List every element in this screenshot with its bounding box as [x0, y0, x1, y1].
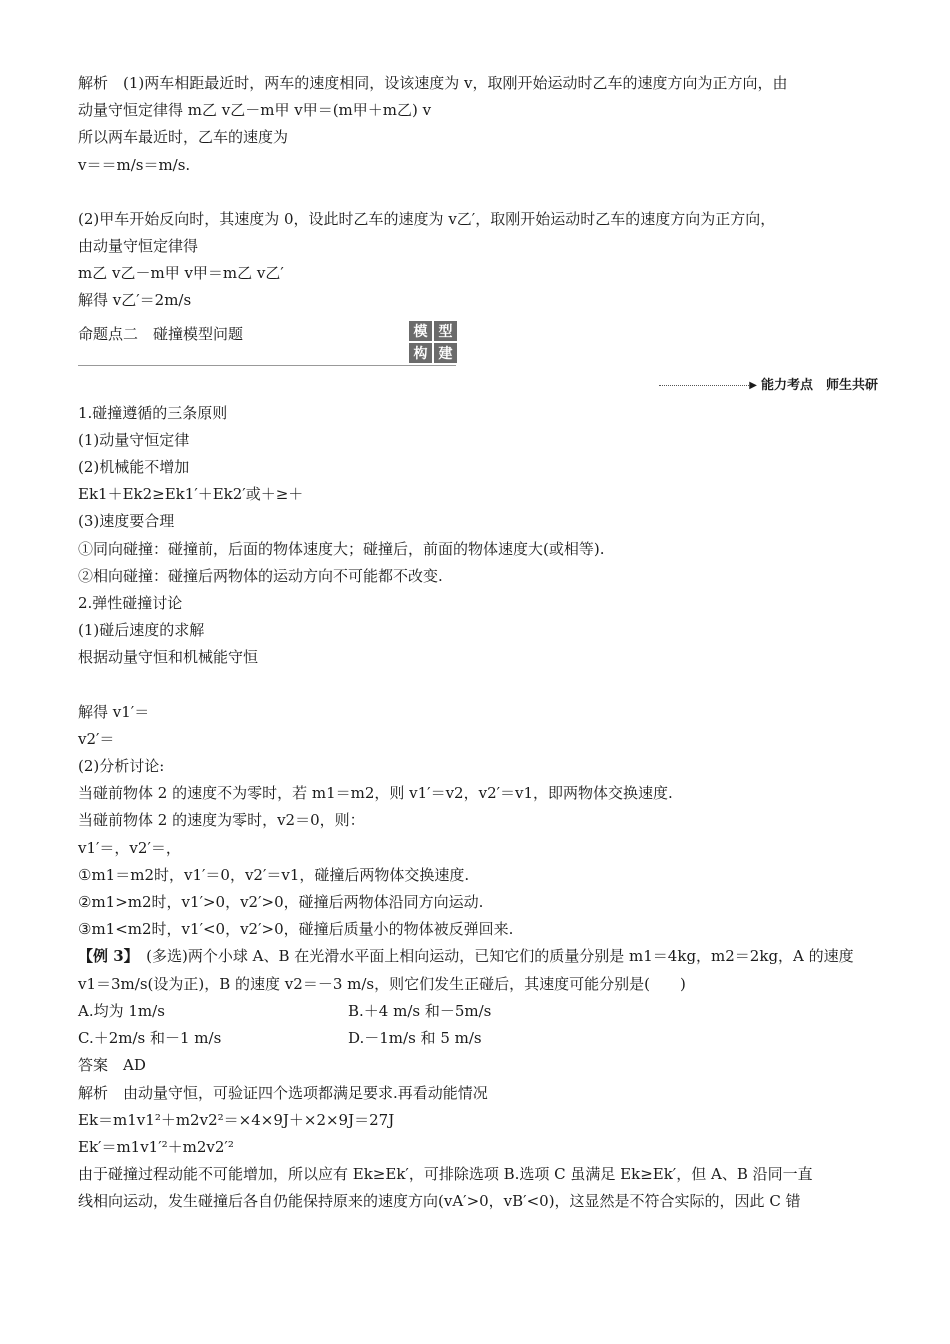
badge-char: 构	[409, 343, 432, 363]
question-text: (多选)两个小球 A、B 在光滑水平面上相向运动，已知它们的质量分别是 m1＝4kg，m2＝2kg，A 的速度	[131, 947, 854, 966]
text-line: (3)速度要合理	[78, 512, 175, 531]
text-line: ③m1<m2时，v1′<0，v2′>0，碰撞后质量小的物体被反弹回来.	[78, 920, 514, 939]
example-label: 【例 3】	[78, 947, 132, 966]
badge-char: 型	[434, 321, 457, 341]
text-line: ②相向碰撞：碰撞后两物体的运动方向不可能都不改变.	[78, 566, 443, 585]
text-line: 1.碰撞遵循的三条原则	[78, 403, 228, 422]
text-line: (2)分析讨论:	[78, 757, 165, 776]
example-3	[78, 943, 878, 1215]
text-line: ①m1＝m2时，v1′＝0，v2′＝v1，碰撞后两物体交换速度.	[78, 865, 470, 884]
options-row	[78, 1025, 878, 1052]
question-line: v1＝3m/s(设为正)，B 的速度 v2＝－3 m/s，则它们发生正碰后，其速度可能分别是( )	[78, 974, 686, 993]
option-c: C.＋2m/s 和－1 m/s	[78, 1029, 222, 1048]
text-line: ②m1>m2时，v1′>0，v2′>0，碰撞后两物体沿同方向运动.	[78, 893, 484, 912]
tagline-text: 能力考点 师生共研	[760, 377, 878, 393]
text-line: (1)碰后速度的求解	[78, 621, 205, 640]
text-line: 解析 (1)两车相距最近时，两车的速度相同，设该速度为 v，取刚开始运动时乙车的速度方向为正方向，由	[78, 74, 788, 92]
analysis-line: 由于碰撞过程动能不可能增加，所以应有 Ek≥Ek′，可排除选项 B.选项 C 虽满足 Ek≥Ek′，但 A、B 沿同一直	[78, 1165, 813, 1184]
section-tagline	[78, 374, 878, 400]
arrow-right-icon: ▶	[749, 379, 757, 391]
text-line: v＝＝m/s＝m/s.	[78, 155, 191, 174]
options-row	[78, 998, 878, 1025]
analysis-line: 线相向运动，发生碰撞后各自仍能保持原来的速度方向(vA′>0，vB′<0)，这显然是不符合实际的，因此 C 错	[78, 1192, 801, 1211]
document-page	[78, 70, 878, 1216]
text-line: 2.弹性碰撞讨论	[78, 594, 183, 613]
text-line: 所以两车最近时，乙车的速度为	[78, 128, 289, 147]
text-line: 根据动量守恒和机械能守恒	[78, 648, 259, 667]
option-d: D.－1m/s 和 5 m/s	[348, 1029, 482, 1048]
section-title: 命题点二 碰撞模型问题	[78, 324, 244, 343]
text-line: 解得 v乙′＝2m/s	[78, 291, 192, 310]
analysis-line: 解析 由动量守恒，可验证四个选项都满足要求.再看动能情况	[78, 1083, 488, 1102]
question-line	[78, 943, 878, 970]
text-line: v1′＝，v2′＝，	[78, 838, 181, 857]
text-line: (1)动量守恒定律	[78, 430, 190, 449]
text-line: 解得 v1′＝	[78, 702, 150, 721]
option-a: A.均为 1m/s	[78, 1001, 165, 1020]
text-line: 当碰前物体 2 的速度不为零时，若 m1＝m2，则 v1′＝v2，v2′＝v1，即两物体交换速度.	[78, 784, 673, 803]
text-line: m乙 v乙－m甲 v甲＝m乙 v乙′	[78, 264, 284, 283]
text-line: 当碰前物体 2 的速度为零时，v2＝0，则：	[78, 811, 365, 830]
option-b: B.＋4 m/s 和－5m/s	[348, 1001, 492, 1020]
model-badge	[409, 321, 457, 363]
text-line: (2)甲车开始反向时，其速度为 0，设此时乙车的速度为 v乙′，取刚开始运动时乙车的速度方向为正方向，	[78, 209, 776, 228]
badge-char: 模	[409, 321, 432, 341]
text-line: 动量守恒定律得 m乙 v乙－m甲 v甲＝(m甲＋m乙) v	[78, 101, 432, 120]
text-line: (2)机械能不增加	[78, 458, 190, 477]
answer-line: 答案 AD	[78, 1056, 146, 1075]
text-line: Ek1＋Ek2≥Ek1′＋Ek2′或＋≥＋	[78, 485, 304, 504]
text-line: v2′＝	[78, 729, 115, 748]
analysis-line: Ek＝m1v1²＋m2v2²＝×4×9J＋×2×9J＝27J	[78, 1110, 395, 1129]
text-line: 由动量守恒定律得	[78, 237, 199, 256]
dotted-leader	[659, 385, 749, 386]
text-line: ①同向碰撞：碰撞前，后面的物体速度大；碰撞后，前面的物体速度大(或相等).	[78, 539, 605, 558]
knowledge-body	[78, 400, 878, 944]
solution-part1	[78, 70, 878, 315]
badge-char: 建	[434, 343, 457, 363]
analysis-line: Ek′＝m1v1′²＋m2v2′²	[78, 1137, 234, 1156]
section-header	[78, 321, 456, 366]
